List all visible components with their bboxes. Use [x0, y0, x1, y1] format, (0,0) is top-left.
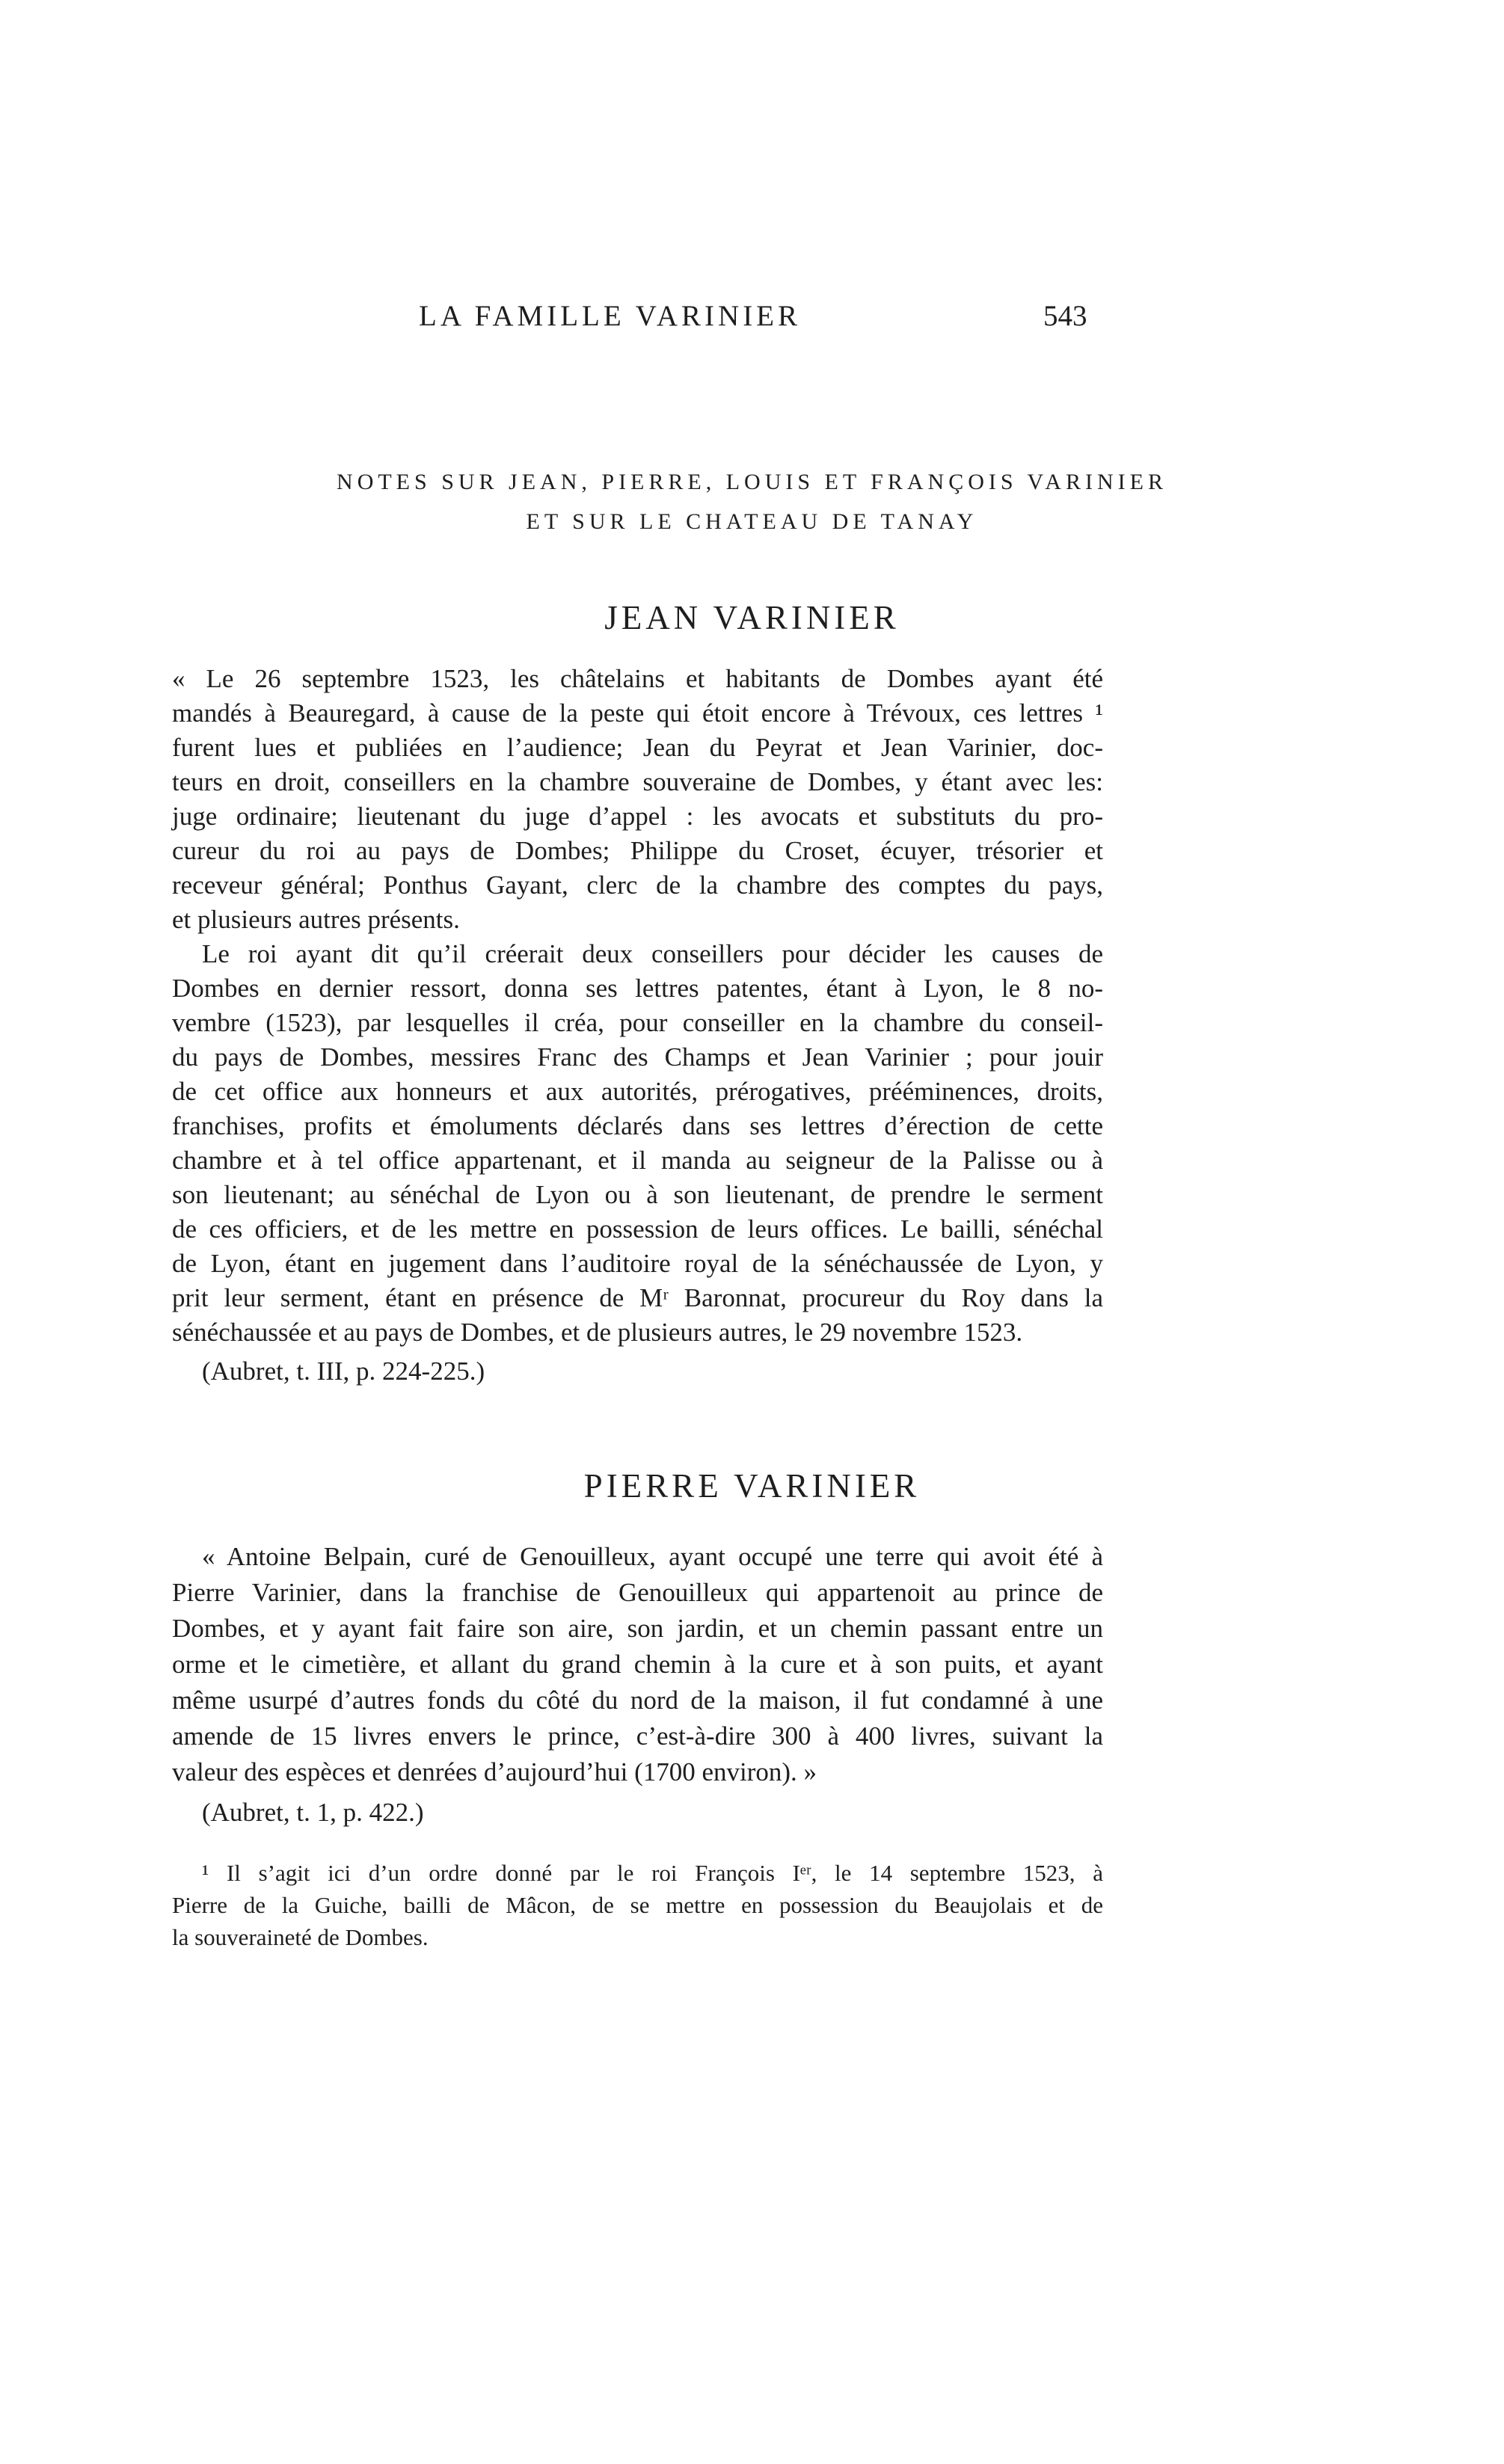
running-title: LA FAMILLE VARINIER — [419, 300, 802, 332]
text-line: juge ordinaire; lieutenant du juge d’appel : les avocats et substituts du pro- — [172, 802, 1103, 831]
footnote-line: la souveraineté de Dombes. — [172, 1924, 429, 1950]
footnote-line: Pierre de la Guiche, bailli de Mâcon, de se mettre en possession du Beaujolais et de — [172, 1892, 1103, 1918]
text-line: Le roi ayant dit qu’il créerait deux conseillers pour décider les causes de — [202, 939, 1103, 968]
notes-title-line-1: NOTES SUR JEAN, PIERRE, LOUIS ET FRANÇOIS VARINIER — [337, 470, 1167, 494]
text-line: orme et le cimetière, et allant du grand chemin à la cure et à son puits, et ayant — [172, 1650, 1103, 1679]
section-heading-pierre: PIERRE VARINIER — [583, 1467, 921, 1505]
text-line: et plusieurs autres présents. — [172, 905, 460, 934]
footnote-line: ¹ Il s’agit ici d’un ordre donné par le roi François Iᵉʳ, le 14 septembre 1523, à — [202, 1860, 1103, 1886]
text-line: furent lues et publiées en l’audience; Jean du Peyrat et Jean Varinier, doc- — [172, 733, 1103, 762]
text-line: Dombes en dernier ressort, donna ses lettres patentes, étant à Lyon, le 8 no- — [172, 974, 1103, 1003]
text-line: de Lyon, étant en jugement dans l’auditoire royal de la sénéchaussée de Lyon, y — [172, 1249, 1103, 1278]
text-line: « Le 26 septembre 1523, les châtelains et habitants de Dombes ayant été — [172, 664, 1103, 693]
text-line: de cet office aux honneurs et aux autorités, prérogatives, prééminences, droits, — [172, 1077, 1103, 1106]
text-line: mandés à Beauregard, à cause de la peste qui étoit encore à Trévoux, ces lettres ¹ — [172, 698, 1103, 728]
text-line: du pays de Dombes, messires Franc des Champs et Jean Varinier ; pour jouir — [172, 1042, 1103, 1072]
section-heading-jean: JEAN VARINIER — [604, 599, 900, 636]
text-line: receveur général; Ponthus Gayant, clerc de la chambre des comptes du pays, — [172, 870, 1103, 900]
text-line: vembre (1523), par lesquelles il créa, pour conseiller en la chambre du conseil- — [172, 1008, 1103, 1037]
text-line: chambre et à tel office appartenant, et il manda au seigneur de la Palisse ou à — [172, 1146, 1103, 1175]
text-line: Dombes, et y ayant fait faire son aire, son jardin, et un chemin passant entre un — [172, 1614, 1103, 1643]
text-line: son lieutenant; au sénéchal de Lyon ou à son lieutenant, de prendre le serment — [172, 1180, 1103, 1209]
text-line: prit leur serment, étant en présence de Mʳ Baronnat, procureur du Roy dans la — [172, 1283, 1103, 1312]
text-line: même usurpé d’autres fonds du côté du nord de la maison, il fut condamné à une — [172, 1686, 1103, 1715]
text-line: franchises, profits et émoluments déclarés dans ses lettres d’érection de cette — [172, 1111, 1103, 1140]
text-line: sénéchaussée et au pays de Dombes, et de plusieurs autres, le 29 novembre 1523. — [172, 1318, 1023, 1347]
text-line: teurs en droit, conseillers en la chambre souveraine de Dombes, y étant avec les: — [172, 767, 1103, 796]
text-line: « Antoine Belpain, curé de Genouilleux, ayant occupé une terre qui avoit été à — [202, 1542, 1103, 1571]
text-line: de ces officiers, et de les mettre en possession de leurs offices. Le bailli, sénéchal — [172, 1214, 1103, 1244]
text-line: valeur des espèces et denrées d’aujourd’hui (1700 environ). » — [172, 1757, 817, 1786]
text-line: cureur du roi au pays de Dombes; Philippe du Croset, écuyer, trésorier et — [172, 836, 1103, 865]
reference-jean: (Aubret, t. III, p. 224-225.) — [202, 1357, 485, 1386]
reference-pierre: (Aubret, t. 1, p. 422.) — [202, 1798, 424, 1827]
text-line: Pierre Varinier, dans la franchise de Genouilleux qui appartenoit au prince de — [172, 1578, 1103, 1607]
text-line: amende de 15 livres envers le prince, c’est-à-dire 300 à 400 livres, suivant la — [172, 1721, 1103, 1751]
page-number: 543 — [1043, 300, 1087, 332]
notes-title-line-2: ET SUR LE CHATEAU DE TANAY — [526, 509, 978, 534]
running-header — [0, 299, 1504, 344]
